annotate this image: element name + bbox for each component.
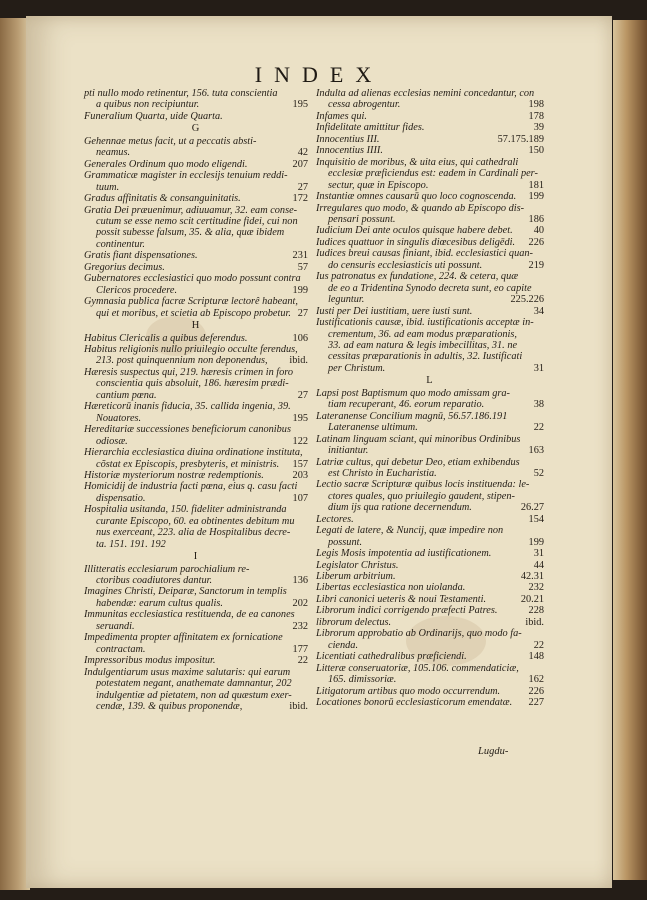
page-reference: 227 — [528, 697, 544, 709]
index-entry-line: cessitas præparationis in adultis, 32. Iustificati — [328, 351, 523, 363]
index-entry — [316, 651, 544, 662]
page-reference: 22 — [297, 655, 308, 667]
index-entry-line: Latinam linguam sciant, qui minoribus Ordinibus — [316, 433, 521, 445]
page-reference: 177 — [292, 643, 308, 655]
page-reference: 39 — [533, 122, 544, 134]
index-entry-line: Grammaticæ magister in ecclesijs tenuium reddi- — [84, 170, 288, 182]
index-entry — [316, 457, 544, 480]
index-entry-line: 33. ad eam natura & legis imbecillitas, 31. ne — [328, 339, 518, 351]
page-reference: 228 — [528, 605, 544, 617]
page-reference: 202 — [292, 597, 308, 609]
index-entry-line: 195 a quibus non recipiuntur. — [96, 99, 308, 111]
index-entry-line: 26.27 dium ijs qua ratione decernendum. — [328, 502, 544, 514]
index-entry — [84, 609, 308, 632]
index-entry-line: 31 per Christum. — [328, 362, 544, 374]
index-entry-line: 228 Librorum indici corrigendo præfecti Patres. — [316, 605, 544, 617]
page-reference: 231 — [292, 250, 308, 262]
index-entry-line: 202 habendæ: earum cultus qualis. — [96, 597, 308, 609]
index-entry-line: 34 Iusti per Dei iustitiam, uere iusti sunt. — [316, 305, 544, 317]
index-entry-line: ta. 151. 191. 192 — [96, 538, 166, 550]
index-entry-line: 40 Iudicium Dei ante oculos quisque habere debet. — [316, 225, 544, 237]
index-entry-line: pti nullo modo retinentur, 156. tuta conscientia — [84, 88, 278, 99]
page-reference: 27 — [297, 181, 308, 193]
page-reference: ibid. — [525, 616, 544, 628]
index-entry — [84, 159, 308, 170]
index-entry — [84, 447, 308, 470]
index-entry-line: Iudices breui causas finiant, ibid. ecclesiastici quan- — [316, 248, 533, 260]
index-entry-line: 136 ctoribus coadiutores dantur. — [96, 575, 308, 587]
index-entry — [316, 525, 544, 548]
index-entry-line: Lapsi post Baptismum quo modo amissam gra- — [316, 387, 510, 399]
index-entry — [316, 560, 544, 571]
page-reference: 226 — [528, 236, 544, 248]
index-entry-line: ibid. 213. post quinquennium non deponendus, — [96, 355, 308, 367]
index-entry — [316, 145, 544, 156]
index-entry — [84, 632, 308, 655]
index-entry-line: Immunitas ecclesiastica restituenda, de ea canones — [84, 609, 295, 621]
index-entry-line: Impedimenta propter affinitatem ex fornicatione — [84, 632, 283, 644]
index-entry-line: 22 Lateranense ultimum. — [328, 422, 544, 434]
page-reference: 154 — [528, 513, 544, 525]
index-entry — [316, 605, 544, 616]
index-entry-line: Legati de latere, & Nuncij, quæ impedire non — [316, 525, 504, 537]
index-entry-line: indulgentiæ ad pietatem, non ad quæstum exer- — [96, 689, 292, 701]
index-entry — [316, 434, 544, 457]
index-entry-line: 227 Locationes bonorū ecclesiasticorum emendatæ. — [316, 697, 544, 709]
index-entry-line: Indulgentiarum usus maxime salutaris: qui earum — [84, 666, 291, 678]
page-reference: 42 — [297, 147, 308, 159]
index-entry-line: 195 Nouatores. — [96, 412, 308, 424]
index-entry-line: 44 Legislator Christus. — [316, 559, 544, 571]
book-page — [26, 16, 612, 888]
page-reference: 57.175.189 — [497, 133, 544, 145]
index-entry — [316, 617, 544, 628]
page-reference: 107 — [292, 492, 308, 504]
index-section-letter: G — [191, 123, 201, 135]
index-entry-line: 154 Lectores. — [316, 513, 544, 525]
index-entry — [84, 470, 308, 481]
index-entry — [316, 548, 544, 559]
index-entry-line: Gymnasia publica facræ Scripturæ lectorê habeant, — [84, 296, 298, 308]
index-entry-line: Lectio sacræ Scripturæ quibus locis instituenda: le- — [316, 479, 530, 491]
index-entry-line: ibid. librorum delectus. — [316, 616, 544, 628]
index-entry — [84, 586, 308, 609]
index-entry — [84, 367, 308, 401]
index-entry-line: 57.175.189 Innocentius III. — [316, 133, 544, 145]
index-entry-line: Litteræ conseruatoriæ, 105.106. commendaticiæ, — [316, 662, 519, 674]
page-reference: 22 — [533, 639, 544, 651]
index-entry-line: 219 do censuris ecclesiasticis uti possunt. — [328, 259, 544, 271]
index-entry-line: Inquisitio de moribus, & uita eius, qui cathedrali — [316, 156, 519, 168]
index-entry — [84, 424, 308, 447]
page-reference: 178 — [528, 110, 544, 122]
index-entry-line: ibid. cendæ, 139. & quibus proponendæ, — [96, 701, 308, 713]
index-entry-line: 157 cõstat ex Episcopis, presbyteris, et ministris. — [96, 458, 308, 470]
page-reference: 22 — [533, 422, 544, 434]
index-entry-line: Gubernatores ecclesiastici quo modo possunt contra — [84, 273, 301, 285]
index-entry — [316, 191, 544, 202]
index-entry-line: 27 qui et moribus, et scietia ab Episcopo probetur. — [96, 307, 308, 319]
index-entry — [316, 479, 544, 513]
page-reference: 198 — [528, 99, 544, 111]
page-reference: 199 — [528, 536, 544, 548]
index-entry-line: Habitus religionis nullo priuilegio occulte ferendus, — [84, 343, 298, 355]
page-reference: 195 — [292, 99, 308, 111]
index-entry — [316, 317, 544, 374]
index-entry — [84, 344, 308, 367]
left-index-column — [84, 88, 308, 712]
index-entry — [316, 571, 544, 582]
index-entry — [84, 250, 308, 261]
index-entry-line: 22 Impressoribus modus impositur. — [84, 655, 308, 667]
page-reference: 122 — [292, 435, 308, 447]
page-reference: 57 — [297, 261, 308, 273]
page-reference: 31 — [533, 362, 544, 374]
index-entry — [316, 697, 544, 708]
page-reference: 162 — [528, 674, 544, 686]
index-entry-line: Homicidij de industria facti pœna, eius q. casu facti — [84, 481, 298, 493]
index-entry-line: 31 Legis Mosis impotentia ad iustificationem. — [316, 548, 544, 560]
index-entry-line: curante Episcopo, 60. ea obtinentes debitum mu — [96, 515, 295, 527]
index-entry-line: 231 Gratis fiant dispensationes. — [84, 250, 308, 262]
index-entry — [316, 686, 544, 697]
index-entry-line: 232 seruandi. — [96, 620, 308, 632]
page-reference: 163 — [528, 445, 544, 457]
index-entry — [84, 333, 308, 344]
page-reference: 31 — [533, 548, 544, 560]
index-entry-line: Ius patronatus ex fundatione, 224. & cetera, quæ — [316, 271, 519, 283]
index-entry-line: 232 Libertas ecclesiastica non uiolanda. — [316, 582, 544, 594]
index-entry — [316, 628, 544, 651]
index-entry-line: Iustificationis causæ, ibid. iustificationis acceptæ in- — [316, 317, 534, 329]
index-entry-line: 52 est Christo in Eucharistia. — [328, 467, 544, 479]
page-reference: 34 — [533, 305, 544, 317]
page-reference: 232 — [528, 582, 544, 594]
index-entry — [84, 170, 308, 193]
index-entry — [84, 111, 308, 122]
index-entry — [84, 273, 308, 296]
index-entry — [84, 88, 308, 111]
index-entry-line: 20.21 Libri canonici ueteris & noui Testamenti. — [316, 593, 544, 605]
index-entry-line: ecclesiæ præficiendus est: eadem in Cardinali per- — [328, 168, 538, 180]
index-entry — [84, 667, 308, 713]
index-entry-line: Irregulares quo modo, & quando ab Episcopo dis- — [316, 202, 525, 214]
page-reference: 157 — [292, 458, 308, 470]
page-reference: 172 — [292, 193, 308, 205]
index-entry — [84, 136, 308, 159]
index-entry-line: 42 neamus. — [96, 147, 308, 159]
index-entry-line: 122 odiosæ. — [96, 435, 308, 447]
page-reference: 136 — [292, 575, 308, 587]
index-entry-line: 172 Gradus affinitatis & consanguinitatis. — [84, 193, 308, 205]
index-entry-line: ctores quales, quo priuilegio gaudent, stipen- — [328, 490, 515, 502]
index-entry — [316, 111, 544, 122]
index-entry-line: Librorum approbatio ab Ordinarijs, quo modo fa- — [316, 628, 522, 640]
index-entry-line: Latriæ cultus, qui debetur Deo, etiam exhibendus — [316, 456, 520, 468]
index-entry — [316, 594, 544, 605]
index-entry-line: 199 Clericos procedere. — [96, 284, 308, 296]
index-entry-line: 27 cantium pœna. — [96, 389, 308, 401]
page-reference: 219 — [528, 259, 544, 271]
page-reference: 232 — [292, 620, 308, 632]
index-entry — [316, 514, 544, 525]
index-entry-line: Illitteratis ecclesiarum parochialium re- — [84, 563, 250, 575]
index-entry-line: Hæresis suspectus qui, 219. hæresis crimen in foro — [84, 366, 294, 378]
index-entry — [316, 237, 544, 248]
index-entry-line: Hierarchia ecclesiastica diuina ordinatione instituta, — [84, 447, 303, 459]
index-entry — [316, 157, 544, 191]
index-entry — [316, 306, 544, 317]
index-entry — [316, 582, 544, 593]
index-entry-line: 203 Historiæ mysteriorum nostræ redemptionis. — [84, 469, 308, 481]
index-entry-line: Hæreticorū inanis fiducia, 35. callida ingenia, 39. — [84, 401, 291, 413]
catchword: Lugdu- — [478, 746, 509, 757]
page-reference: 52 — [533, 467, 544, 479]
page-header: INDEX — [254, 62, 384, 87]
index-entry — [316, 134, 544, 145]
index-entry-line: de eo a Tridentina Synodo decreta sunt, eo capite — [328, 282, 532, 294]
index-entry-line: 226 Litigatorum artibus quo modo occurrendum. — [316, 685, 544, 697]
index-entry — [84, 296, 308, 319]
page-reference: 148 — [528, 651, 544, 663]
index-entry — [84, 655, 308, 666]
index-entry-line: Indulta ad alienas ecclesias nemini concedantur, con — [316, 88, 535, 99]
book-right-edge — [613, 20, 647, 880]
index-section-letter: I — [193, 551, 199, 563]
index-entry — [316, 248, 544, 271]
page-reference: 150 — [528, 145, 544, 157]
index-entry-line: 57 Gregorius decimus. — [84, 261, 308, 273]
index-entry — [84, 401, 308, 424]
page-reference: 186 — [528, 213, 544, 225]
index-entry-line: 106 Habitus Clericalis a quibus deferendus. — [84, 332, 308, 344]
page-reference: 195 — [292, 412, 308, 424]
index-entry-line: 181 sectur, quæ in Episcopo. — [328, 179, 544, 191]
index-entry-line: 22 cienda. — [328, 639, 544, 651]
index-entry-line: cutum se esse nemo scit certitudine fidei, cui non — [96, 215, 298, 227]
index-entry-line: 178 Infames qui. — [316, 110, 544, 122]
index-entry — [84, 193, 308, 204]
index-entry-line: 150 Innocentius IIII. — [316, 145, 544, 157]
index-entry-line: 42.31 Liberum arbitrium. — [316, 571, 544, 583]
page-reference: 181 — [528, 179, 544, 191]
page-reference: 207 — [292, 158, 308, 170]
index-entry — [84, 564, 308, 587]
index-entry-line: Hospitalia usitanda, 150. fideliter administranda — [84, 504, 287, 516]
index-entry-line: 148 Licentiati cathedralibus præficiendi. — [316, 651, 544, 663]
page-reference: 38 — [533, 399, 544, 411]
page-reference: 225.226 — [510, 294, 544, 306]
index-entry — [316, 122, 544, 133]
index-entry-line: 207 Generales Ordinum quo modo eligendi. — [84, 158, 308, 170]
index-entry-line: 199 Instantiæ omnes causarū quo loco cognoscenda. — [316, 191, 544, 203]
page-reference: 199 — [292, 284, 308, 296]
index-entry-line: continentur. — [96, 238, 145, 250]
page-reference: 40 — [533, 225, 544, 237]
index-entry-line: crementum, 36. ad eam modus præparationis, — [328, 328, 517, 340]
index-entry-line: potestatem negant, anathemate damnantur, 202 — [96, 678, 292, 690]
index-entry-line: 39 Infidelitate amittitur fides. — [316, 122, 544, 134]
index-entry-line: conscientia quis absoluit, 186. hæresim prædi- — [96, 378, 289, 390]
index-entry-line: Imagines Christi, Deiparæ, Sanctorum in templis — [84, 586, 287, 598]
right-index-column — [316, 88, 544, 708]
page-reference: 226 — [528, 685, 544, 697]
index-entry — [316, 663, 544, 686]
page-reference: 199 — [528, 191, 544, 203]
index-section-letter: L — [426, 375, 434, 387]
index-entry-line: 27 tuum. — [96, 181, 308, 193]
page-reference: 106 — [292, 332, 308, 344]
index-entry-line: Gehennae metus facit, ut a peccatis absti- — [84, 135, 257, 147]
index-entry-line: Gratia Dei præuenimur, adiuuamur, 32. eam conse- — [84, 204, 298, 216]
page-reference: 27 — [297, 389, 308, 401]
index-entry-line: 225.226 leguntur. — [328, 294, 544, 306]
index-entry — [84, 504, 308, 550]
index-entry-line: 198 cessa abrogentur. — [328, 99, 544, 111]
index-entry — [84, 262, 308, 273]
index-entry-line: Hereditariæ successiones beneficiorum canonibus — [84, 424, 291, 436]
index-entry — [84, 205, 308, 251]
page-reference: 42.31 — [520, 571, 544, 583]
page-reference: 27 — [297, 307, 308, 319]
index-entry-line: 226 Iudices quattuor in singulis diœcesibus deligēdi. — [316, 236, 544, 248]
page-reference: 203 — [292, 469, 308, 481]
index-entry-line: 199 possunt. — [328, 536, 544, 548]
index-entry-line: nus exerceant, 223. alia de Hospitalibus decre- — [96, 527, 291, 539]
page-reference: ibid. — [289, 701, 308, 713]
index-entry-line: Lateranense Concilium magnū, 56.57.186.191 — [316, 410, 508, 422]
index-entry — [316, 411, 544, 434]
index-entry-line: 107 dispensatio. — [96, 492, 308, 504]
index-entry-line: 177 contractam. — [96, 643, 308, 655]
index-entry — [316, 388, 544, 411]
page-reference: 44 — [533, 559, 544, 571]
index-entry-line: 162 165. dimissoriæ. — [328, 674, 544, 686]
index-entry — [316, 88, 544, 111]
index-entry — [316, 203, 544, 226]
index-section-letter: H — [191, 320, 201, 332]
index-entry-line: 38 tiam recuperant, 46. eorum reparatio. — [328, 399, 544, 411]
index-entry-line: 186 pensari possunt. — [328, 213, 544, 225]
page-reference: 26.27 — [520, 502, 544, 514]
index-entry-line: possit subesse falsum, 35. & alia, quæ ibidem — [96, 227, 285, 239]
index-entry-line: 163 initiantur. — [328, 445, 544, 457]
page-reference: 20.21 — [520, 593, 544, 605]
index-entry-line: Funeralium Quarta, uide Quarta. — [84, 110, 223, 122]
page-reference: ibid. — [289, 355, 308, 367]
index-entry — [316, 271, 544, 305]
index-entry — [84, 481, 308, 504]
index-entry — [316, 225, 544, 236]
